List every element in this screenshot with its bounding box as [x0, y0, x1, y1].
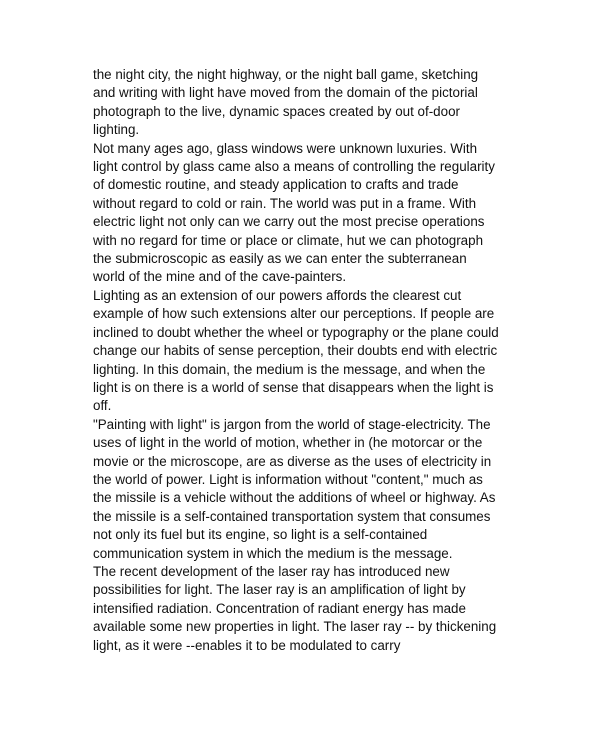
text-line: example of how such extensions alter our perceptions. If people are — [93, 306, 495, 322]
text-line: movie or the microscope, are as diverse as the uses of electricity in — [93, 453, 492, 469]
text-line: light control by glass came also a means of controlling the regularity — [93, 159, 495, 175]
paragraph — [93, 563, 523, 655]
text-line: off. — [93, 398, 112, 414]
text-line: and writing with light have moved from the domain of the pictorial — [93, 85, 478, 101]
text-line: lighting. In this domain, the medium is the message, and when the — [93, 361, 486, 377]
paragraph — [93, 287, 523, 416]
text-line: uses of light in the world of motion, whether in (he motorcar or the — [93, 435, 483, 451]
text-line: photograph to the live, dynamic spaces created by out of-door — [93, 103, 460, 119]
text-line: world of the mine and of the cave-painters. — [93, 269, 347, 285]
text-line: the night city, the night highway, or the night ball game, sketching — [93, 67, 479, 82]
text-line: available some new properties in light. The laser ray -- by thickening — [93, 619, 497, 635]
text-line: lighting. — [93, 122, 140, 138]
text-line: without regard to cold or rain. The world was put in a frame. With — [93, 195, 477, 211]
text-line: possibilities for light. The laser ray is an amplification of light by — [93, 582, 466, 598]
paragraph — [93, 140, 523, 287]
text-line: communication system in which the medium is the message. — [93, 545, 453, 561]
text-line: the missile is a vehicle without the additions of wheel or highway. As — [93, 490, 496, 506]
text-line: the missile is a self-contained transportation system that consumes — [93, 508, 491, 524]
text-line: intensified radiation. Concentration of radiant energy has made — [93, 600, 466, 616]
paragraph — [93, 66, 523, 140]
text-line: not only its fuel but its engine, so light is a self-contained — [93, 527, 428, 543]
text-line: electric light not only can we carry out the most precise operations — [93, 214, 485, 230]
text-line: of domestic routine, and steady application to crafts and trade — [93, 177, 459, 193]
text-line: inclined to doubt whether the wheel or typography or the plane could — [93, 324, 499, 340]
text-line: The recent development of the laser ray has introduced new — [93, 563, 450, 579]
text-line: "Painting with light" is jargon from the world of stage-electricity. The — [93, 416, 491, 432]
text-line: with no regard for time or place or climate, hut we can photograph — [93, 232, 484, 248]
text-line: the submicroscopic as easily as we can enter the subterranean — [93, 251, 467, 267]
body-text — [93, 66, 523, 655]
paragraph — [93, 416, 523, 563]
text-line: Lighting as an extension of our powers affords the clearest cut — [93, 287, 462, 303]
text-line: light is on there is a world of sense that disappears when the light is — [93, 379, 494, 395]
text-line: change our habits of sense perception, their doubts end with electric — [93, 343, 498, 359]
text-line: the world of power. Light is information without "content," much as — [93, 471, 483, 487]
text-line: light, as it were --enables it to be modulated to carry — [93, 637, 401, 653]
text-line: Not many ages ago, glass windows were unknown luxuries. With — [93, 140, 478, 156]
